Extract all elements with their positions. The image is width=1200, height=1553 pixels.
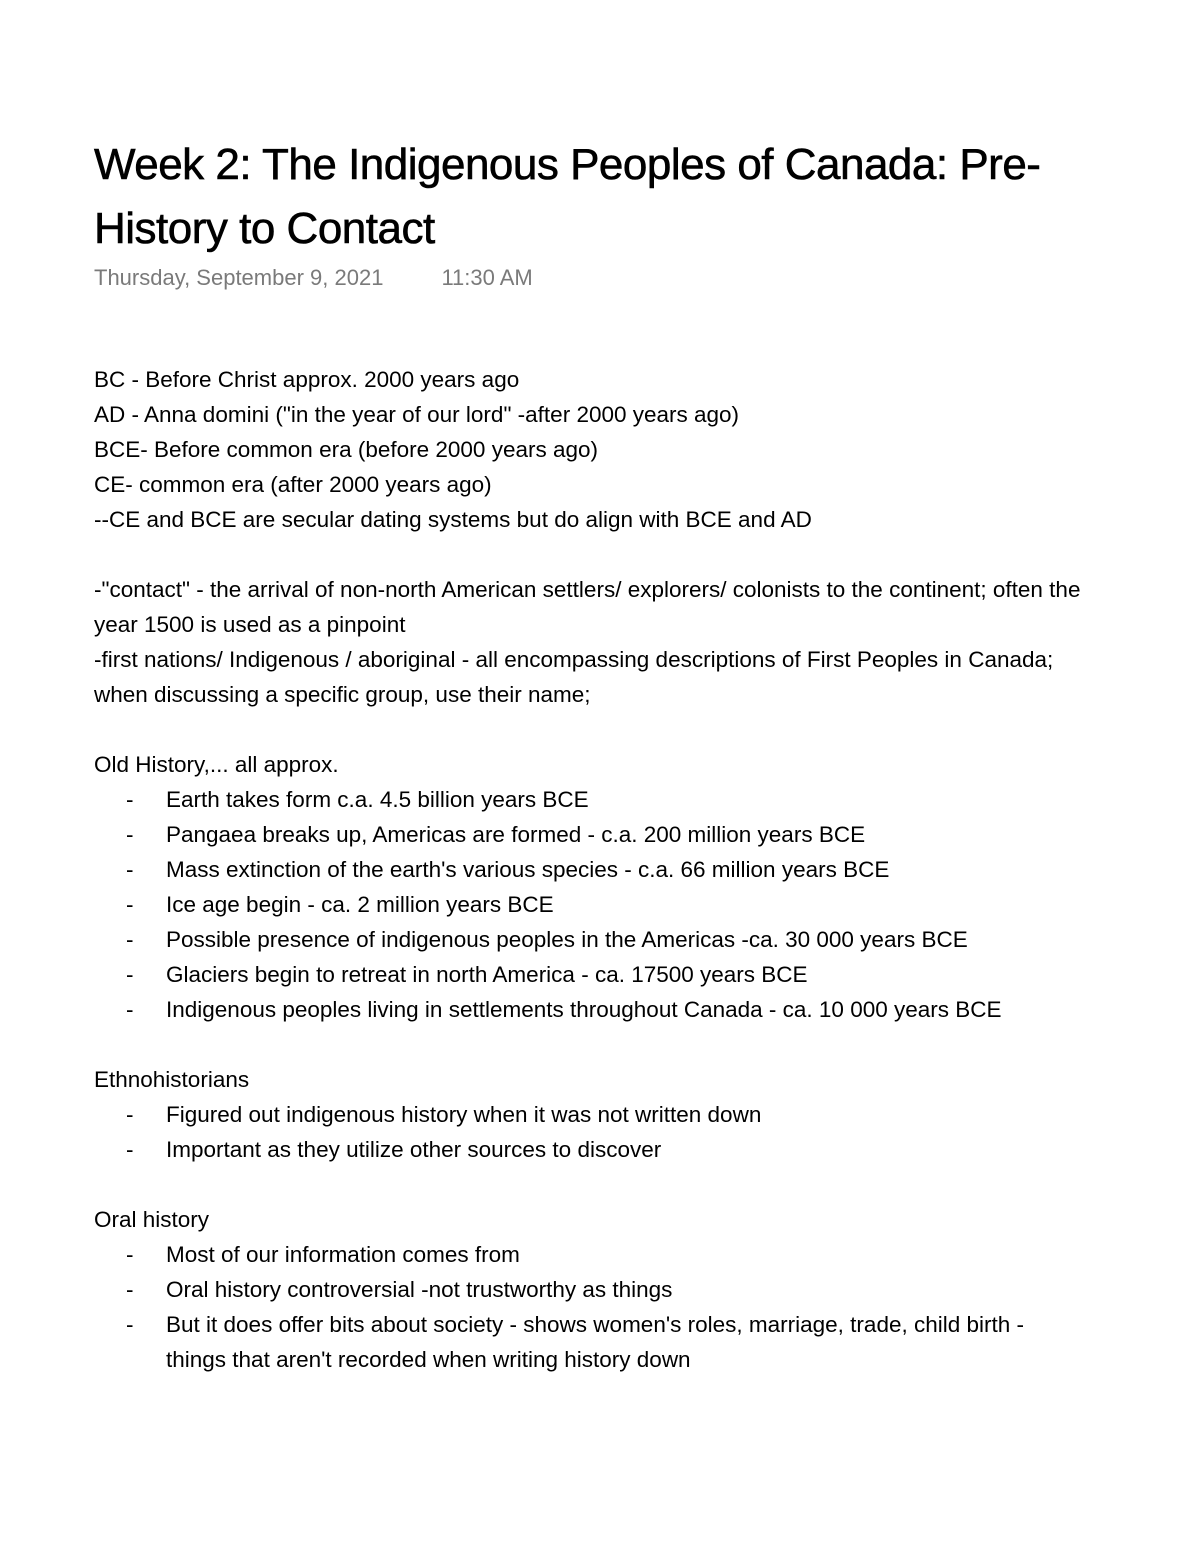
bullet-marker: - [126,1102,134,1127]
section-heading: Ethnohistorians [94,1067,250,1092]
list-item-text: Possible presence of indigenous peoples in the Americas -ca. 30 000 years BCE [166,927,968,952]
spacer [94,712,1104,747]
list-item-text: But it does offer bits about society - shows women's roles, marriage, trade, child birth - things that aren't recorded when writing history down [166,1312,1025,1372]
list-item [94,922,1086,957]
bullet-marker: - [126,927,134,952]
bullet-marker: - [126,857,134,882]
bullet-marker: - [126,1312,134,1337]
list-item-text: Glaciers begin to retreat in north America - ca. 17500 years BCE [166,962,808,987]
list-item [94,1272,1086,1307]
bullet-marker: - [126,997,134,1022]
note-paragraph: -first nations/ Indigenous / aboriginal - all encompassing descriptions of First Peoples in Canada; when discussing a specific group, use their name; [94,647,1054,707]
definition-line: CE- common era (after 2000 years ago) [94,472,492,497]
list-item [94,1097,1086,1132]
list-item [94,887,1086,922]
list-item-text: Indigenous peoples living in settlements throughout Canada - ca. 10 000 years BCE [166,997,1002,1022]
list-item-text: Figured out indigenous history when it was not written down [166,1102,762,1127]
note-date: Thursday, September 9, 2021 [94,265,384,290]
list-item [94,1132,1086,1167]
list-item [94,957,1086,992]
list-item [94,1237,1086,1272]
section-old-history [94,747,1104,1027]
page-title: Week 2: The Indigenous Peoples of Canada: Pre-History to Contact [94,140,1041,253]
list-item [94,852,1086,887]
definition-line: BCE- Before common era (before 2000 years ago) [94,437,598,462]
spacer [94,537,1104,572]
note-time: 11:30 AM [441,265,533,290]
section-heading: Old History,... all approx. [94,752,339,777]
section-ethnohistorians [94,1062,1104,1167]
definition-line: BC - Before Christ approx. 2000 years ago [94,367,520,392]
list-item-text: Pangaea breaks up, Americas are formed - c.a. 200 million years BCE [166,822,866,847]
spacer [94,1027,1104,1062]
note-timestamp [94,262,533,294]
bullet-list [94,1237,1104,1377]
list-item-text: Earth takes form c.a. 4.5 billion years BCE [166,787,589,812]
section-oral-history [94,1202,1104,1377]
section-heading: Oral history [94,1207,210,1232]
bullet-marker: - [126,1137,134,1162]
bullet-list [94,1097,1104,1167]
list-item [94,782,1086,817]
page-bottom-margin [0,1433,1200,1553]
bullet-list [94,782,1104,1027]
bullet-marker: - [126,787,134,812]
list-item-text: Ice age begin - ca. 2 million years BCE [166,892,554,917]
definition-line: --CE and BCE are secular dating systems but do align with BCE and AD [94,507,812,532]
bullet-marker: - [126,822,134,847]
bullet-marker: - [126,1242,134,1267]
list-item [94,1307,1086,1377]
list-item [94,992,1086,1027]
list-item-text: Most of our information comes from [166,1242,520,1267]
list-item-text: Oral history controversial -not trustworthy as things [166,1277,673,1302]
note-body [94,362,1104,1377]
bullet-marker: - [126,892,134,917]
list-item [94,817,1086,852]
list-item-text: Mass extinction of the earth's various species - c.a. 66 million years BCE [166,857,890,882]
definition-line: AD - Anna domini ("in the year of our lord" -after 2000 years ago) [94,402,740,427]
bullet-marker: - [126,1277,134,1302]
spacer [94,1167,1104,1202]
bullet-marker: - [126,962,134,987]
notes-block [94,572,1104,712]
list-item-text: Important as they utilize other sources to discover [166,1137,662,1162]
note-paragraph: -"contact" - the arrival of non-north American settlers/ explorers/ colonists to the continent; often the year 1500 is used as a pinpoint [94,577,1081,637]
definitions-block [94,362,1104,537]
